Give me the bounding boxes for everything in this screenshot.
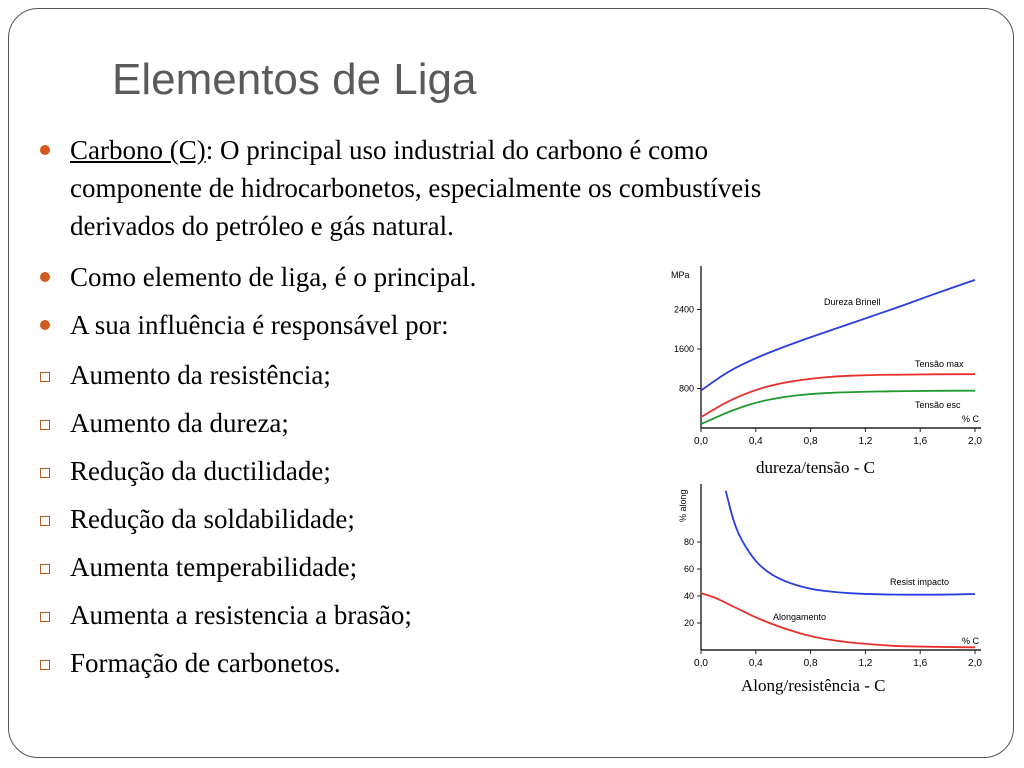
y-tick-label: 800 <box>678 383 694 394</box>
intro-line-3: derivados do petróleo e gás natural. <box>70 211 454 241</box>
list-item: Redução da soldabilidade; <box>70 504 355 534</box>
list-item: Aumenta temperabilidade; <box>70 552 358 582</box>
series-line <box>701 593 975 647</box>
checkbox-bullet-icon <box>40 660 50 670</box>
series-label: Tensão esc <box>915 400 961 410</box>
checkbox-bullet-icon <box>40 468 50 478</box>
series-line <box>701 374 975 417</box>
y-tick-label: 20 <box>683 618 694 628</box>
x-tick-label: 1,6 <box>913 436 928 447</box>
list-item: Aumento da dureza; <box>70 408 289 438</box>
x-tick-label: 2,0 <box>968 436 982 447</box>
carbon-term: Carbono (C) <box>70 135 206 165</box>
checkbox-bullet-icon <box>40 564 50 574</box>
checkbox-bullet-icon <box>40 516 50 526</box>
bullet-dot <box>40 272 50 282</box>
elongation-impact-chart <box>665 480 995 680</box>
bullet-item: Como elemento de liga, é o principal. <box>70 262 477 292</box>
series-label: Alongamento <box>773 612 827 622</box>
series-label: Resist impacto <box>890 577 950 587</box>
list-item: Aumenta a resistencia a brasão; <box>70 600 412 630</box>
y-tick-label: 40 <box>683 591 694 601</box>
x-tick-label: 0,4 <box>748 658 763 669</box>
x-tick-label: 1,6 <box>913 658 928 669</box>
bullet-item: A sua influência é responsável por: <box>70 310 449 340</box>
x-axis-label: % C <box>961 636 979 646</box>
x-tick-label: 1,2 <box>858 436 873 447</box>
series-label: Dureza Brinell <box>824 297 881 307</box>
intro-text: : O principal uso industrial do carbono é como <box>205 135 709 165</box>
series-label: Tensão max <box>915 359 964 369</box>
y-tick-label: 60 <box>683 564 694 574</box>
y-tick-label: 2400 <box>673 304 694 315</box>
bullet-dot <box>40 320 50 330</box>
checkbox-bullet-icon <box>40 372 50 382</box>
y-axis-label: % along <box>678 489 688 522</box>
chart-2-caption: Along/resistência - C <box>741 676 886 695</box>
x-tick-label: 0,4 <box>748 436 763 447</box>
list-item: Aumento da resistência; <box>70 360 331 390</box>
list-item: Redução da ductilidade; <box>70 456 331 486</box>
y-tick-label: 1600 <box>673 344 694 354</box>
x-tick-label: 0,0 <box>694 436 708 447</box>
list-item: Formação de carbonetos. <box>70 648 341 678</box>
y-tick-label: 80 <box>683 537 694 547</box>
x-tick-label: 0,0 <box>694 658 708 669</box>
intro-paragraph <box>70 131 970 245</box>
checkbox-bullet-icon <box>40 420 50 430</box>
x-tick-label: 0,8 <box>803 658 818 669</box>
slide-title: Elementos de Liga <box>112 55 477 104</box>
x-tick-label: 0,8 <box>803 436 818 447</box>
intro-line-2: componente de hidrocarbonetos, especialmente os combustíveis <box>70 173 762 203</box>
hardness-strength-chart <box>665 262 995 467</box>
x-tick-label: 1,2 <box>858 658 873 669</box>
chart-1-caption: dureza/tensão - C <box>756 458 875 477</box>
bullet-dot <box>40 145 50 155</box>
x-tick-label: 2,0 <box>968 658 982 669</box>
x-axis-label: % C <box>961 414 979 424</box>
y-axis-label: MPa <box>671 270 690 280</box>
checkbox-bullet-icon <box>40 612 50 622</box>
